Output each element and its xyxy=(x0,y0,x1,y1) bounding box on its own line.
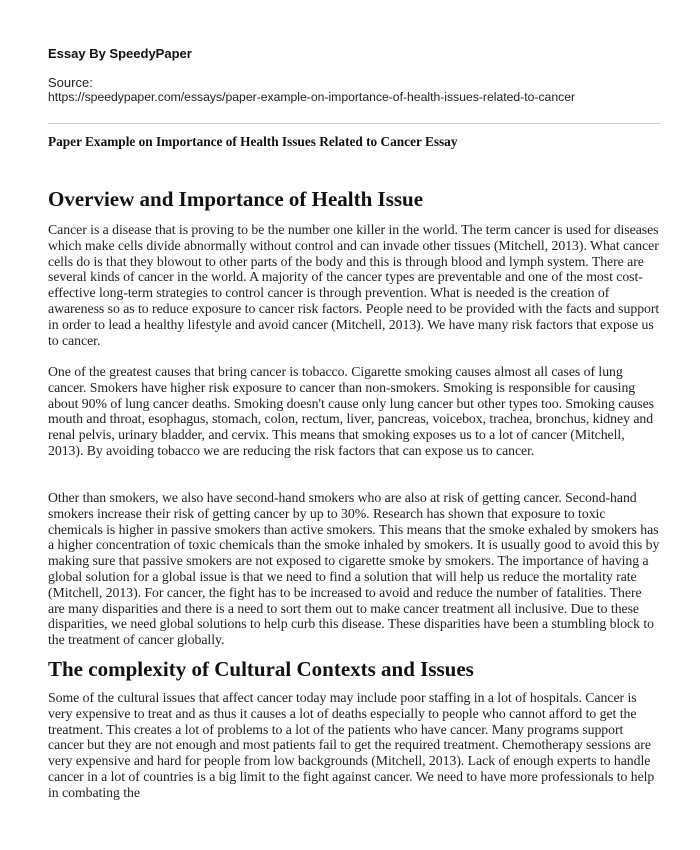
header-divider xyxy=(48,123,660,124)
paragraph: Some of the cultural issues that affect cancer today may include poor staffing in a lot of hospitals. Cancer is very expensive to treat and as thus it causes a lot of deaths especially to people who cannot afford to get the treatment. This creates a lot of problems to a lot of the patients who have cancer. Many programs support cancer but they are not enough and most patients fail to get the required treatment. Chemotherapy sessions are very expensive and hard for people from low backgrounds (Mitchell, 2013). Lack of enough experts to handle cancer in a lot of countries is a big limit to the fight against cancer. We need to have more professionals to help in combating the xyxy=(48,690,655,800)
paragraph: Cancer is a disease that is proving to be the number one killer in the world. The term cancer is used for diseases which make cells divide abnormally without control and can invade other tissues (Mitchell, 2013). What cancer cells do is that they blowout to other parts of the body and this is through blood and lymph system. There are several kinds of cancer in the world. A majority of the cancer types are preventable and one of the most cost-effective long-term strategies to control cancer is through prevention. What is needed is the creation of awareness so as to reduce exposure to cancer risk factors. People need to be provided with the facts and support in order to lead a healthy lifestyle and avoid cancer (Mitchell, 2013). We have many risk factors that expose us to cancer. xyxy=(48,222,660,348)
section-heading-overview: Overview and Importance of Health Issue xyxy=(48,187,424,211)
source-url[interactable]: https://speedypaper.com/essays/paper-example-on-importance-of-health-issues-related-to-cancer xyxy=(48,90,576,104)
paragraph: Other than smokers, we also have second-hand smokers who are also at risk of getting cancer. Second-hand smokers increase their risk of getting cancer by up to 30%. Research has shown that exposure to toxic chemicals is higher in passive smokers than active smokers. This means that the smoke exhaled by smokers has a higher concentration of toxic chemicals than the smoke inhaled by smokers. It is usually good to avoid this by making sure that passive smokers are not exposed to cigarette smoke by smokers. The importance of having a global solution for a global issue is that we need to find a solution that will help us reduce the mortality rate (Mitchell, 2013). For cancer, the fight has to be increased to avoid and reduce the number of fatalities. There are many disparities and there is a need to sort them out to make cancer treatment all inclusive. Due to these disparities, we need global solutions to help curb this disease. These disparities have been a stumbling block to the treatment of cancer globally. xyxy=(48,490,660,648)
source-label: Source: xyxy=(48,75,93,90)
paragraph: One of the greatest causes that bring cancer is tobacco. Cigarette smoking causes almost all cases of lung cancer. Smokers have higher risk exposure to cancer than non-smokers. Smoking is responsible for causing about 90% of lung cancer deaths. Smoking doesn't cause only lung cancer but other types too. Smoking causes mouth and throat, esophagus, stomach, colon, rectum, liver, pancreas, voicebox, trachea, bronchus, kidney and renal pelvis, urinary bladder, and cervix. This means that smoking exposes us to a lot of cancer (Mitchell, 2013). By avoiding tobacco we are reducing the risk factors that can expose us to cancer. xyxy=(48,364,654,458)
section-heading-cultural: The complexity of Cultural Contexts and Issues xyxy=(48,657,474,681)
essay-title: Paper Example on Importance of Health Issues Related to Cancer Essay xyxy=(48,134,458,149)
essay-author-line: Essay By SpeedyPaper xyxy=(48,46,192,61)
